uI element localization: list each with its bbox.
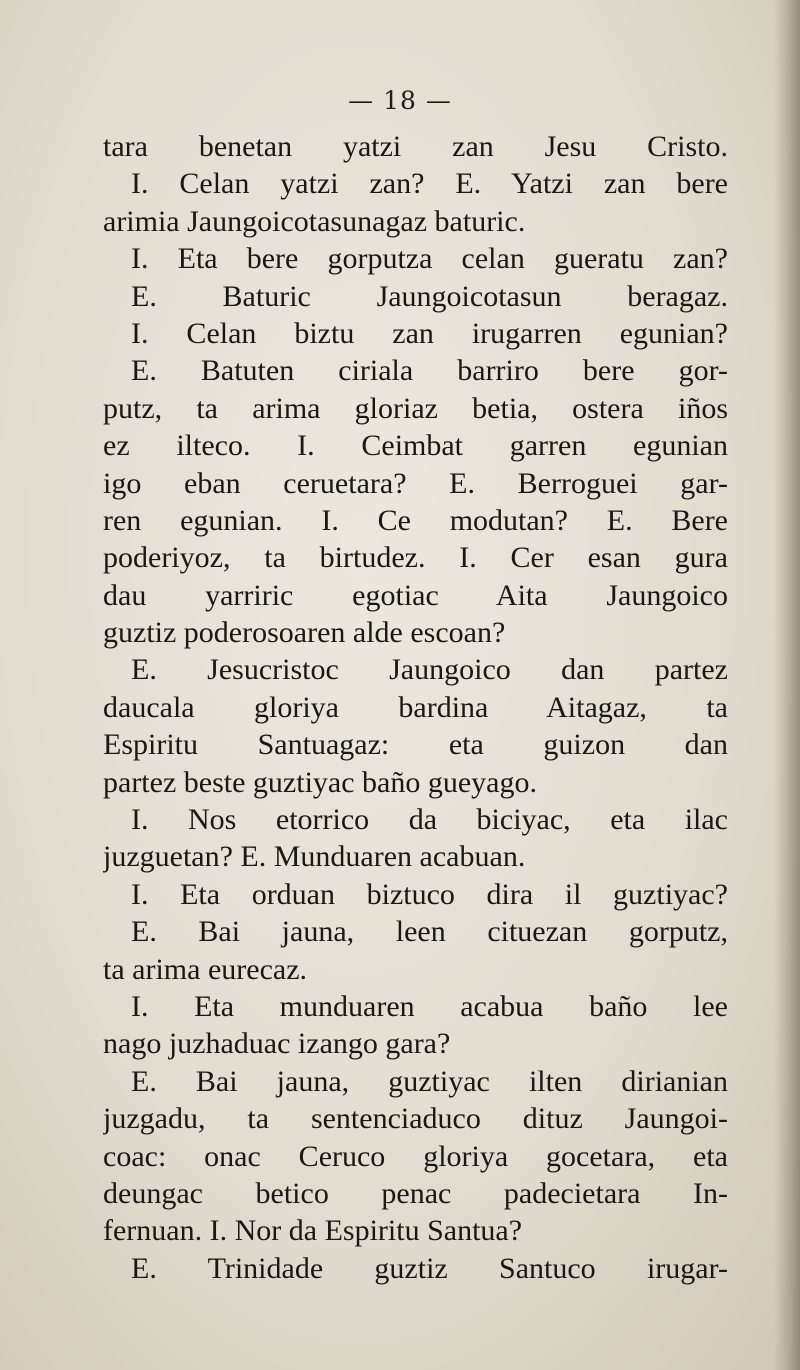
text-line: coac: onac Ceruco gloriya gocetara, eta	[103, 1139, 728, 1173]
text-line: E. Jesucristoc Jaungoico dan partez	[131, 653, 728, 687]
text-line: I. Eta orduan biztuco dira il guztiyac?	[131, 877, 728, 911]
text-line: I. Eta munduaren acabua baño lee	[131, 989, 728, 1023]
text-line: poderiyoz, ta birtudez. I. Cer esan gura	[103, 541, 728, 575]
text-line: E. Bai jauna, leen cituezan gorputz,	[131, 915, 728, 949]
text-line: ren egunian. I. Ce modutan? E. Bere	[103, 503, 728, 537]
text-line: arimia Jaungoicotasunagaz baturic.	[103, 204, 526, 238]
text-line: fernuan. I. Nor da Espiritu Santua?	[103, 1214, 523, 1248]
text-line: juzguetan? E. Munduaren acabuan.	[103, 840, 526, 874]
text-line: E. Batuten ciriala barriro bere gor-	[131, 354, 728, 388]
text-line: deungac betico penac padecietara In-	[103, 1176, 728, 1210]
text-line: putz, ta arima gloriaz betia, ostera iños	[103, 391, 728, 425]
text-line: E. Baturic Jaungoicotasun beragaz.	[131, 279, 728, 313]
text-line: daucala gloriya bardina Aitagaz, ta	[103, 690, 728, 724]
text-line: E. Trinidade guztiz Santuco irugar-	[131, 1251, 728, 1285]
page-edge-shadow	[774, 0, 800, 1370]
text-line: Espiritu Santuagaz: eta guizon dan	[103, 728, 728, 762]
text-line: igo eban ceruetara? E. Berroguei gar-	[103, 466, 728, 500]
text-line: ez ilteco. I. Ceimbat garren egunian	[103, 429, 728, 463]
text-line: I. Eta bere gorputza celan gueratu zan?	[131, 242, 728, 276]
text-line: I. Celan yatzi zan? E. Yatzi zan bere	[131, 167, 728, 201]
text-line: guztiz poderosoaren alde escoan?	[103, 616, 506, 650]
page-number: — 18 —	[348, 86, 452, 115]
text-line: nago juzhaduac izango gara?	[103, 1027, 451, 1061]
text-line: I. Nos etorrico da biciyac, eta ilac	[131, 803, 728, 837]
text-line: dau yarriric egotiac Aita Jaungoico	[103, 578, 728, 612]
text-line: tara benetan yatzi zan Jesu Cristo.	[103, 130, 728, 163]
body-text	[103, 128, 728, 1287]
text-line: I. Celan biztu zan irugarren egunian?	[131, 316, 728, 350]
text-line: juzgadu, ta sentenciaduco dituz Jaungoi-	[103, 1102, 728, 1136]
text-line: ta arima eurecaz.	[103, 952, 308, 986]
text-line: partez beste guztiyac baño gueyago.	[103, 765, 537, 799]
text-line: E. Bai jauna, guztiyac ilten dirianian	[131, 1064, 728, 1098]
